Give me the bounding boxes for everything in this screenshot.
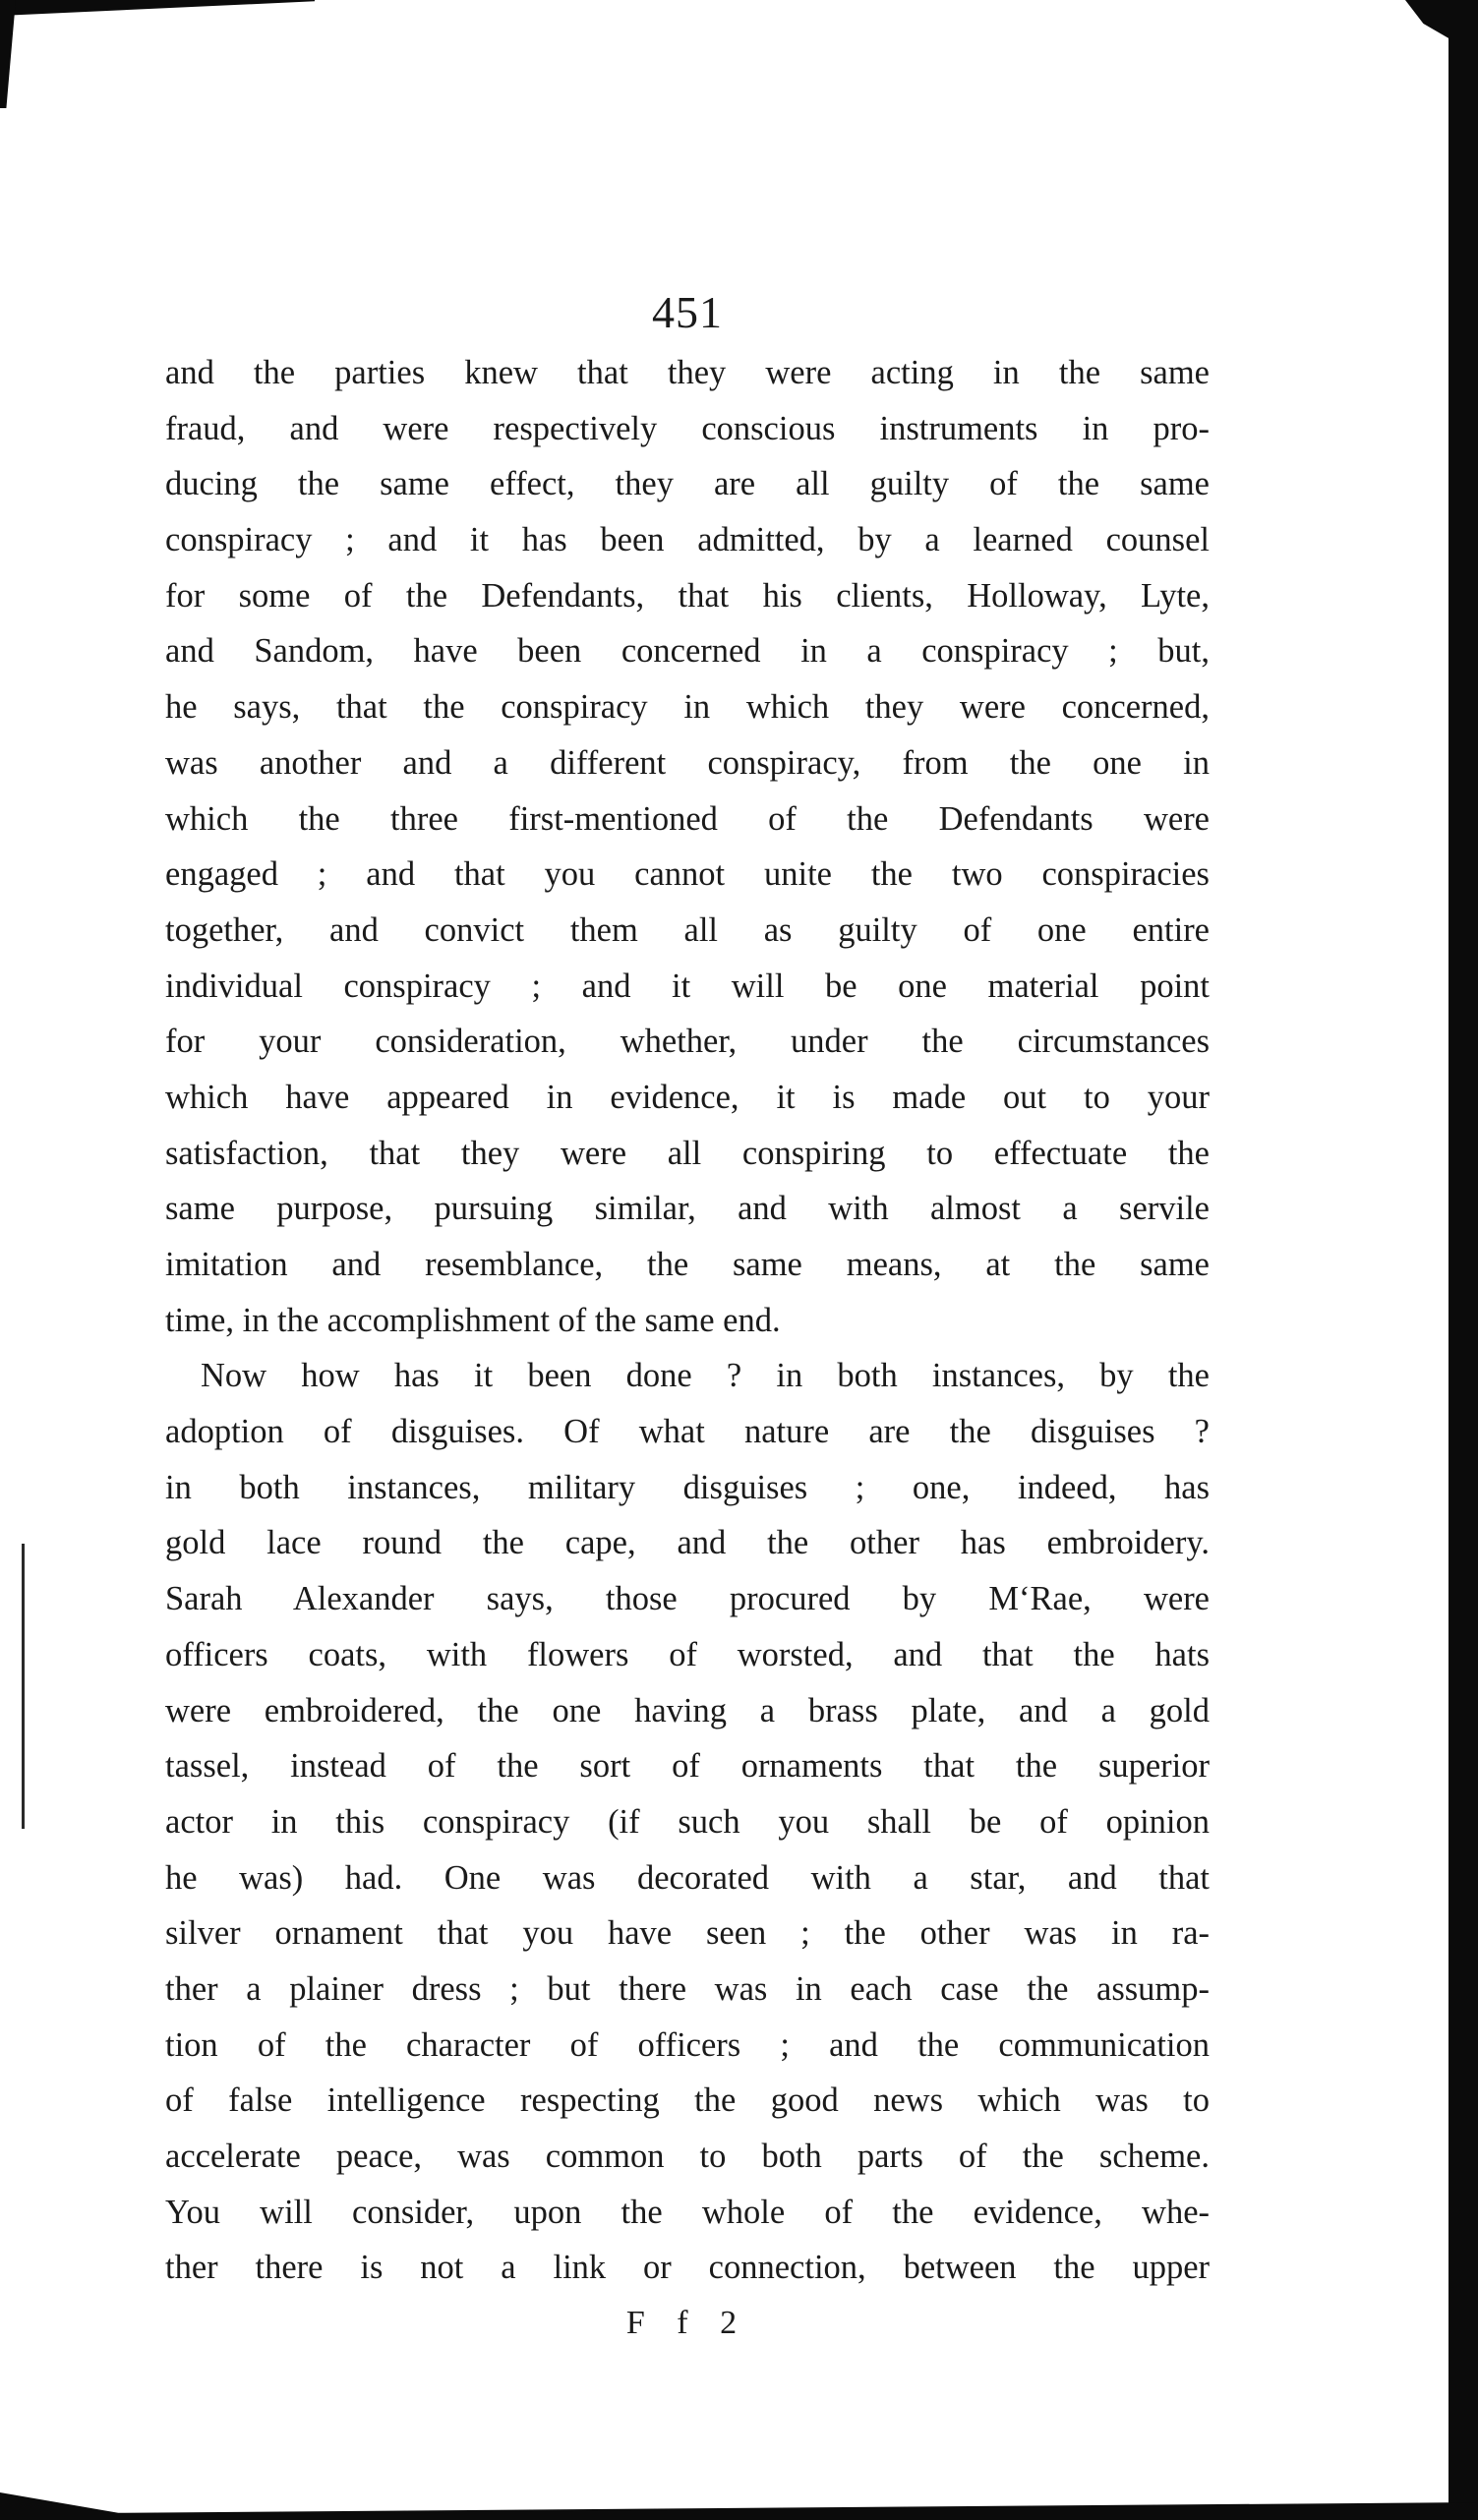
scan-border-bottom bbox=[0, 2481, 1478, 2520]
text-line: which have appeared in evidence, it is made out to your bbox=[165, 1078, 1210, 1116]
text-line: ducing the same effect, they are all guilty of the same bbox=[165, 465, 1210, 503]
text-line: were embroidered, the one having a brass plate, and a gold bbox=[165, 1691, 1210, 1729]
scan-border-top-left bbox=[0, 0, 315, 16]
scan-border-right bbox=[1448, 0, 1478, 2520]
text-line: Sarah Alexander says, those procured by M‘Rae, were bbox=[165, 1580, 1210, 1618]
text-line: together, and convict them all as guilty of one entire bbox=[165, 910, 1210, 949]
text-line: in both instances, military disguises ; one, indeed, has bbox=[165, 1468, 1210, 1506]
text-line: officers coats, with flowers of worsted, and that the hats bbox=[165, 1635, 1210, 1673]
text-line: he says, that the conspiracy in which they were concerned, bbox=[165, 688, 1210, 727]
text-line: which the three first-mentioned of the Defendants were bbox=[165, 799, 1210, 838]
text-line: of false intelligence respecting the good news which was to bbox=[165, 2081, 1210, 2120]
text-line: Now how has it been done ? in both instances, by the bbox=[201, 1357, 1210, 1395]
text-line: ther a plainer dress ; but there was in each case the assump- bbox=[165, 1969, 1210, 2008]
text-line: imitation and resemblance, the same means, at the same bbox=[165, 1246, 1210, 1283]
text-line: accelerate peace, was common to both parts of the scheme. bbox=[165, 2138, 1210, 2175]
scan-border-left bbox=[0, 0, 16, 108]
text-line: and Sandom, have been concerned in a conspiracy ; but, bbox=[165, 632, 1210, 671]
text-line: individual conspiracy ; and it will be one material point bbox=[165, 967, 1210, 1005]
text-line: for your consideration, whether, under the circumstances bbox=[165, 1023, 1210, 1061]
text-line: tassel, instead of the sort of ornaments that the superior bbox=[165, 1747, 1210, 1786]
text-line: engaged ; and that you cannot unite the two conspiracies bbox=[165, 855, 1210, 894]
text-line: and the parties knew that they were acting in the same bbox=[165, 354, 1210, 391]
text-line: adoption of disguises. Of what nature are the disguises ? bbox=[165, 1413, 1210, 1451]
book-page bbox=[165, 280, 1210, 2347]
text-line: silver ornament that you have seen ; the other was in ra- bbox=[165, 1914, 1210, 1953]
text-line: tion of the character of officers ; and the communication bbox=[165, 2025, 1210, 2064]
text-line: same purpose, pursuing similar, and with almost a servile bbox=[165, 1190, 1210, 1228]
text-line: actor in this conspiracy (if such you shall be of opinion bbox=[165, 1802, 1210, 1841]
text-line: time, in the accomplishment of the same end. bbox=[165, 1301, 781, 1339]
text-line: You will consider, upon the whole of the evidence, whe- bbox=[165, 2193, 1210, 2231]
margin-rule bbox=[22, 1544, 25, 1829]
scan-border-right-notch bbox=[1405, 0, 1450, 39]
text-line: was another and a different conspiracy, from the one in bbox=[165, 743, 1210, 782]
body-text bbox=[165, 345, 1210, 2296]
signature-mark: F f 2 bbox=[625, 2305, 749, 2342]
text-line: for some of the Defendants, that his clients, Holloway, Lyte, bbox=[165, 576, 1210, 615]
text-line: satisfaction, that they were all conspiring to effectuate the bbox=[165, 1134, 1210, 1172]
page-number: 451 bbox=[652, 287, 723, 337]
text-line: ther there is not a link or connection, between the upper bbox=[165, 2249, 1210, 2287]
text-line: conspiracy ; and it has been admitted, by a learned counsel bbox=[165, 521, 1210, 559]
paragraph-1 bbox=[165, 345, 1210, 1348]
paragraph-2 bbox=[165, 1348, 1210, 2296]
text-line: gold lace round the cape, and the other has embroidery. bbox=[165, 1524, 1210, 1562]
text-line: he was) had. One was decorated with a star, and that bbox=[165, 1858, 1210, 1897]
text-line: fraud, and were respectively conscious instruments in pro- bbox=[165, 409, 1210, 447]
